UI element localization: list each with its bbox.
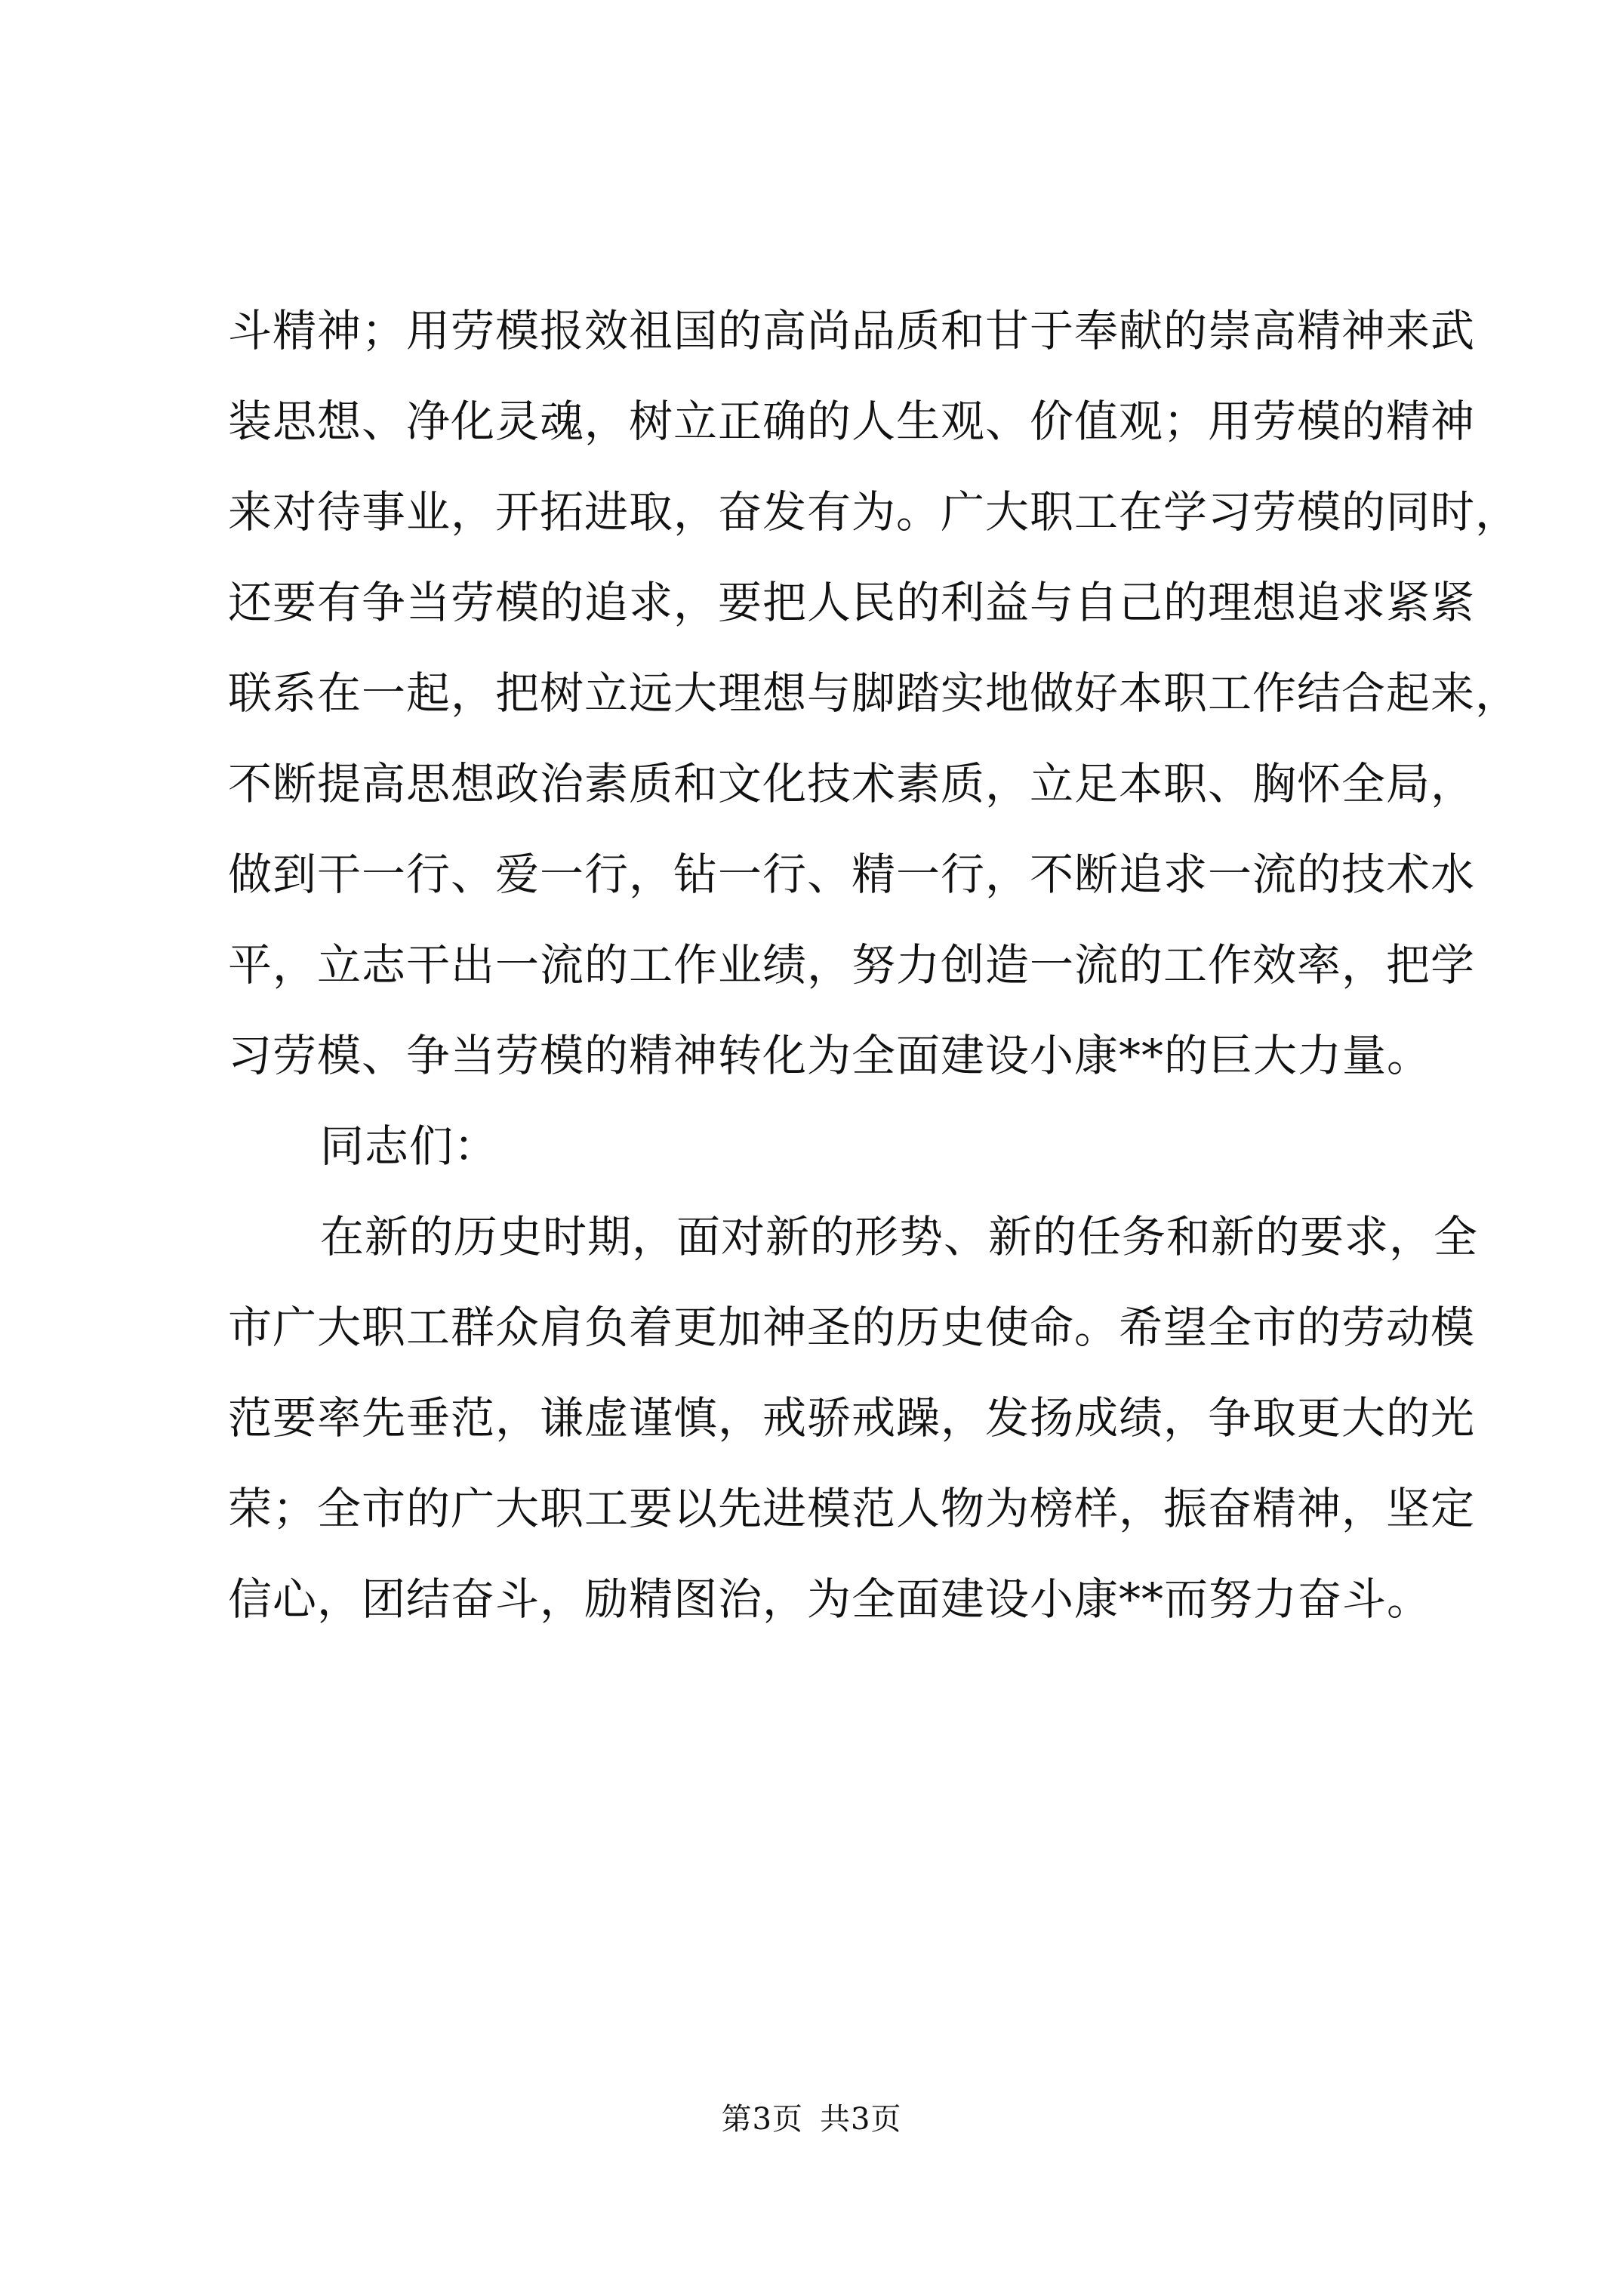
paragraph-2-line-1: 在新的历史时期，面对新的形势、新的任务和新的要求，全 [320, 1211, 1479, 1262]
document-body [228, 285, 1520, 1644]
paragraph-1-line-2: 装思想、净化灵魂，树立正确的人生观、价值观；用劳模的精神 [228, 396, 1476, 447]
paragraph-2-line-4: 荣；全市的广大职工要以先进模范人物为榜样，振奋精神，坚定 [228, 1483, 1476, 1534]
paragraph-1-line-8: 平，立志干出一流的工作业绩，努力创造一流的工作效率，把学 [228, 939, 1476, 991]
paragraph-1-line-6: 不断提高思想政治素质和文化技术素质，立足本职、胸怀全局， [228, 758, 1476, 809]
paragraph-1-line-5: 联系在一起，把树立远大理想与脚踏实地做好本职工作结合起来， [228, 667, 1520, 719]
page-total: 共3页 [820, 2102, 902, 2137]
paragraph-1-line-1: 斗精神；用劳模报效祖国的高尚品质和甘于奉献的崇高精神来武 [228, 305, 1476, 356]
page-number: 第3页 [721, 2102, 803, 2137]
page-footer [0, 2097, 1623, 2142]
paragraph-1-line-4: 还要有争当劳模的追求，要把人民的利益与自己的理想追求紧紧 [228, 577, 1476, 628]
paragraph-1-line-9: 习劳模、争当劳模的精神转化为全面建设小康**的巨大力量。 [228, 1030, 1432, 1081]
paragraph-2-line-3: 范要率先垂范，谦虚谨慎，戒骄戒躁，发扬成绩，争取更大的光 [228, 1392, 1476, 1444]
paragraph-2-line-2: 市广大职工群众肩负着更加神圣的历史使命。希望全市的劳动模 [228, 1302, 1476, 1353]
paragraph-1-line-7: 做到干一行、爱一行，钻一行、精一行，不断追求一流的技术水 [228, 849, 1476, 900]
paragraph-2-line-5: 信心，团结奋斗，励精图治，为全面建设小康**而努力奋斗。 [228, 1573, 1432, 1625]
salutation: 同志们： [320, 1120, 499, 1172]
paragraph-1-line-3: 来对待事业，开拓进取，奋发有为。广大职工在学习劳模的同时， [228, 486, 1520, 538]
